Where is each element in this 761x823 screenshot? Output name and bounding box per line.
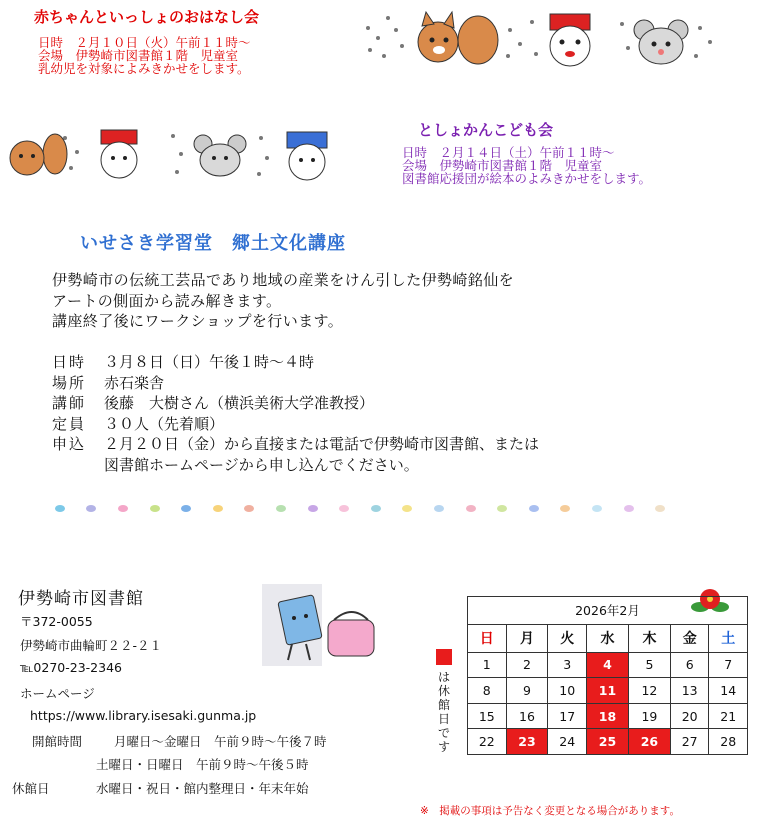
kids-event-line: 会場 伊勢崎市図書館１階 児童室 xyxy=(402,158,603,173)
dot-divider xyxy=(55,505,675,515)
divider-dot xyxy=(434,505,444,512)
detail-label: 講師 xyxy=(52,394,87,412)
animals-illustration-top xyxy=(360,8,720,74)
divider-dot xyxy=(118,505,128,512)
divider-dot xyxy=(181,505,191,512)
hours-label: 開館時間 xyxy=(32,734,83,749)
closed-legend-swatch xyxy=(436,649,452,665)
library-tel: ℡0270-23-2346 xyxy=(20,660,122,675)
calendar-day: 2 xyxy=(506,652,548,678)
divider-dot xyxy=(339,505,349,512)
library-address: 伊勢崎市曲輪町２２‐２１ xyxy=(20,638,163,653)
weekday-thu: 木 xyxy=(628,624,670,652)
detail-value: ３月８日（日）午後１時～４時 xyxy=(104,353,315,371)
mouse-icon xyxy=(194,135,246,176)
calendar-day: 9 xyxy=(506,678,548,704)
weekday-fri: 金 xyxy=(670,624,709,652)
calendar-day: 10 xyxy=(548,678,587,704)
divider-dot xyxy=(466,505,476,512)
bag-icon xyxy=(328,612,374,656)
oni-blue-icon xyxy=(287,132,327,180)
divider-dot xyxy=(86,505,96,512)
divider-dot xyxy=(308,505,318,512)
squirrel-icon xyxy=(418,12,498,64)
calendar-day: 27 xyxy=(670,729,709,755)
divider-dot xyxy=(560,505,570,512)
weekday-sat: 土 xyxy=(709,624,748,652)
divider-dot xyxy=(276,505,286,512)
baby-event-details xyxy=(38,36,251,75)
detail-label: 場所 xyxy=(52,373,87,392)
lecture-intro-line: 講座終了後にワークショップを行います。 xyxy=(52,312,344,330)
lecture-intro-line: 伊勢崎市の伝統工芸品であり地域の産業をけん引した伊勢崎銘仙を xyxy=(52,271,515,289)
calendar-day: 17 xyxy=(548,703,587,729)
calendar-day: 24 xyxy=(548,729,587,755)
detail-value: 赤石楽舎 xyxy=(104,373,165,392)
kids-event-line: 図書館応援団が絵本のよみきかせをします。 xyxy=(402,171,652,186)
divider-dot xyxy=(55,505,65,512)
detail-value: ３０人（先着順） xyxy=(104,414,225,433)
weekday-tue: 火 xyxy=(548,624,587,652)
detail-value: 図書館ホームページから申し込んでください。 xyxy=(104,455,419,474)
library-name: 伊勢崎市図書館 xyxy=(18,589,144,609)
lecture-intro-line: アートの側面から読み解きます。 xyxy=(52,291,282,310)
calendar-day: 8 xyxy=(468,678,507,704)
oni-icon xyxy=(101,130,137,178)
divider-dot xyxy=(592,505,602,512)
detail-value: 後藤 大樹さん（横浜美術大学准教授） xyxy=(104,394,375,412)
divider-dot xyxy=(213,505,223,512)
calendar-day: 20 xyxy=(670,703,709,729)
divider-dot xyxy=(371,505,381,512)
closed-legend-text: は休館日です xyxy=(438,670,451,754)
squirrel-icon xyxy=(10,134,67,175)
animals-illustration-middle xyxy=(5,124,345,184)
kids-event-title: としょかんこども会 xyxy=(418,121,554,139)
baby-event-line: 会場 伊勢崎市図書館１階 児童室 xyxy=(38,48,239,63)
calendar-title: 2026年2月 xyxy=(468,597,748,625)
closed-label: 休館日 xyxy=(12,781,50,796)
divider-dot xyxy=(497,505,507,512)
lecture-title: いせさき学習堂 郷土文化講座 xyxy=(80,233,346,254)
detail-label: 申込 xyxy=(52,435,87,453)
baby-event-line: 日時 ２月１０日（火）午前１１時～ xyxy=(38,35,251,50)
calendar-week xyxy=(468,678,748,704)
calendar-day: 26 xyxy=(628,729,670,755)
lecture-details xyxy=(52,352,539,475)
calendar-week xyxy=(468,652,748,678)
calendar-day: 16 xyxy=(506,703,548,729)
disclaimer-note: ※ 掲載の事項は予告なく変更となる場合があります。 xyxy=(420,805,680,817)
calendar-day: 15 xyxy=(468,703,507,729)
weekday-sun: 日 xyxy=(468,624,507,652)
calendar-day: 19 xyxy=(628,703,670,729)
hours-weekend: 土曜日・日曜日 午前９時～午後５時 xyxy=(96,757,309,772)
calendar-day: 21 xyxy=(709,703,748,729)
detail-label: 日時 xyxy=(52,353,87,371)
baby-event-title: 赤ちゃんといっしょのおはなし会 xyxy=(34,8,260,26)
detail-row-apply-cont xyxy=(52,455,539,476)
calendar-weekday-row xyxy=(468,624,748,652)
calendar xyxy=(467,596,748,755)
calendar-day: 5 xyxy=(628,652,670,678)
divider-dot xyxy=(402,505,412,512)
calendar-day: 23 xyxy=(506,729,548,755)
baby-event-line: 乳幼児を対象によみきかせをします。 xyxy=(38,61,250,76)
divider-dot xyxy=(244,505,254,512)
closed-days: 水曜日・祝日・館内整理日・年末年始 xyxy=(96,781,309,796)
calendar-day: 13 xyxy=(670,678,709,704)
calendar-day: 6 xyxy=(670,652,709,678)
calendar-day: 1 xyxy=(468,652,507,678)
detail-label: 定員 xyxy=(52,414,87,433)
detail-label xyxy=(52,455,104,476)
calendar-day: 7 xyxy=(709,652,748,678)
divider-dot xyxy=(529,505,539,512)
weekday-wed: 水 xyxy=(587,624,629,652)
calendar-day: 22 xyxy=(468,729,507,755)
library-postal: 〒372-0055 xyxy=(20,614,93,629)
book-character-illustration xyxy=(262,584,382,666)
calendar-day: 14 xyxy=(709,678,748,704)
detail-row-place xyxy=(52,373,539,394)
divider-dot xyxy=(655,505,665,512)
detail-row-lecturer xyxy=(52,393,539,414)
kids-event-line: 日時 ２月１４日（土）午前１１時～ xyxy=(402,145,615,160)
homepage-label: ホームページ xyxy=(20,686,95,701)
lecture-intro xyxy=(52,270,514,332)
calendar-day: 28 xyxy=(709,729,748,755)
hours-weekday: 月曜日～金曜日 午前９時～午後７時 xyxy=(114,734,327,749)
homepage-url[interactable]: https://www.library.isesaki.gunma.jp xyxy=(30,708,257,723)
calendar-day: 12 xyxy=(628,678,670,704)
detail-row-date xyxy=(52,352,539,373)
detail-row-capacity xyxy=(52,414,539,435)
calendar-week xyxy=(468,703,748,729)
calendar-day: 18 xyxy=(587,703,629,729)
calendar-day: 4 xyxy=(587,652,629,678)
oni-icon xyxy=(550,14,590,66)
divider-dot xyxy=(150,505,160,512)
mouse-icon xyxy=(634,20,688,64)
detail-row-apply xyxy=(52,434,539,455)
calendar-week xyxy=(468,729,748,755)
weekday-mon: 月 xyxy=(506,624,548,652)
calendar-day: 3 xyxy=(548,652,587,678)
calendar-day: 11 xyxy=(587,678,629,704)
calendar-day: 25 xyxy=(587,729,629,755)
detail-value: ２月２０日（金）から直接または電話で伊勢崎市図書館、または xyxy=(104,435,540,453)
kids-event-details xyxy=(402,146,651,185)
divider-dot xyxy=(624,505,634,512)
